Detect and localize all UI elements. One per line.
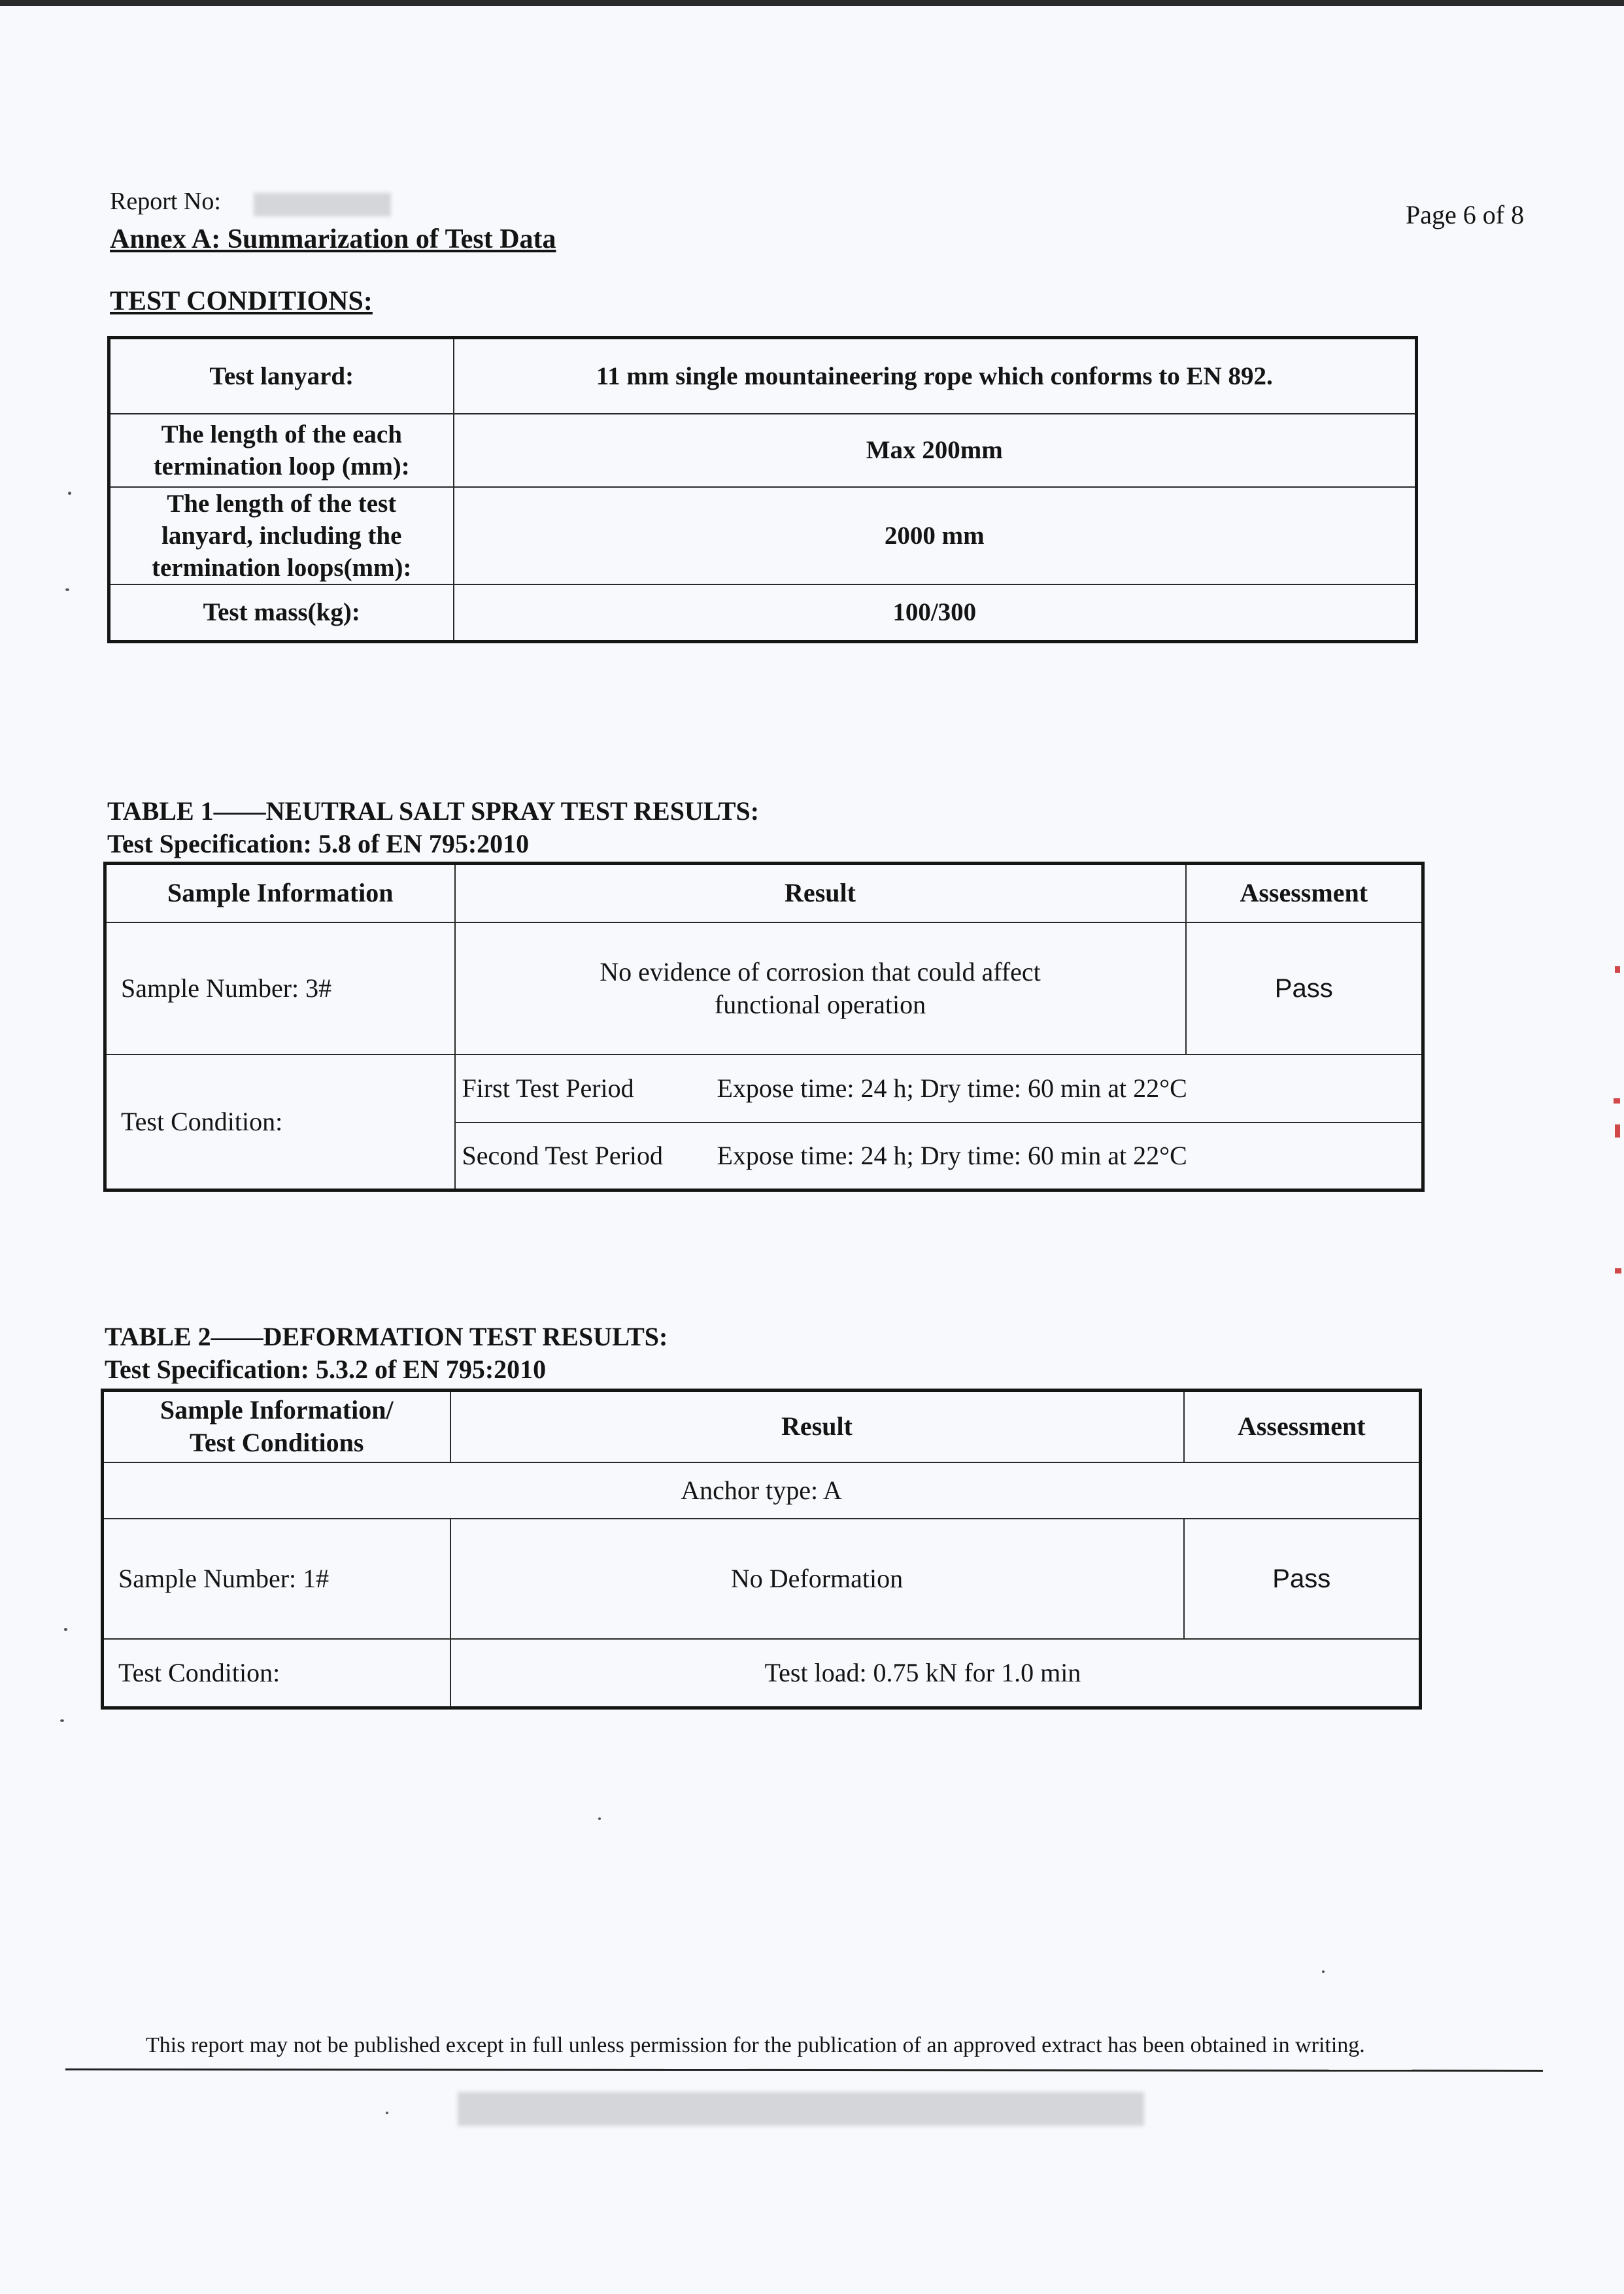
header-sample-information: Sample Information [105,864,455,922]
scan-top-edge [0,0,1624,6]
test-condition-value: Test load: 0.75 kN for 1.0 min [450,1639,1421,1708]
table-row [103,1519,1421,1639]
annex-title: Annex A: Summarization of Test Data [110,224,556,254]
result-text: No evidence of corrosion that could affect functional operation [455,922,1186,1054]
header-sample-information: Sample Information/ Test Conditions [103,1391,450,1462]
condition-label: Test lanyard: [109,338,454,414]
assessment-value: Pass [1184,1519,1421,1639]
footer-disclaimer: This report may not be published except in full unless permission for the publication of an approved extract has been obtained in writing. [146,2033,1365,2057]
scan-red-mark [1615,966,1620,973]
scan-speck [598,1817,601,1820]
table-row [109,338,1417,414]
table-row [105,922,1423,1054]
assessment-value: Pass [1186,922,1423,1054]
first-test-period [455,1054,1423,1122]
period-detail: Expose time: 24 h; Dry time: 60 min at 22°C [717,1140,1187,1170]
scan-speck [1322,1970,1325,1973]
deformation-table [101,1389,1422,1710]
page-number: Page 6 of 8 [1406,200,1525,229]
period-detail: Expose time: 24 h; Dry time: 60 min at 22°C [717,1073,1187,1103]
table-header-row [103,1391,1421,1462]
condition-label: The length of the test lanyard, including the termination loops(mm): [109,487,454,584]
second-test-period [455,1122,1423,1190]
table-row [109,584,1417,642]
table-row [109,487,1417,584]
scan-red-mark [1615,1124,1620,1138]
scan-red-mark [1614,1098,1620,1104]
test-condition-label: Test Condition: [103,1639,450,1708]
header-assessment: Assessment [1186,864,1423,922]
scan-speck [68,492,71,495]
scan-speck [64,1628,67,1631]
header-result: Result [450,1391,1184,1462]
salt-spray-table [103,862,1425,1192]
table-row [103,1639,1421,1708]
condition-label: Test mass(kg): [109,584,454,642]
header-assessment: Assessment [1184,1391,1421,1462]
condition-value: Max 200mm [454,414,1417,487]
report-no-label: Report No: [110,188,221,215]
table1-spec: Test Specification: 5.8 of EN 795:2010 [107,829,530,858]
anchor-type: Anchor type: A [103,1462,1421,1519]
condition-label: The length of the each termination loop (mm): [109,414,454,487]
redacted-footer-info [458,2092,1144,2126]
condition-value: 100/300 [454,584,1417,642]
period-name: First Test Period [462,1073,634,1103]
scan-speck [386,2112,388,2114]
table1-title: TABLE 1——NEUTRAL SALT SPRAY TEST RESULTS: [107,796,760,826]
test-condition-label: Test Condition: [105,1054,455,1190]
table2-title: TABLE 2——DEFORMATION TEST RESULTS: [105,1322,668,1351]
footer-rule [65,2068,1543,2072]
period-name: Second Test Period [462,1140,664,1170]
table-header-row [105,864,1423,922]
table-row [103,1462,1421,1519]
result-text: No Deformation [450,1519,1184,1639]
sample-number: Sample Number: 1# [103,1519,450,1639]
condition-value: 2000 mm [454,487,1417,584]
scan-speck [65,588,69,591]
table-row [105,1054,1423,1122]
redacted-report-number [254,193,391,216]
scan-red-mark [1615,1268,1621,1274]
scan-speck [60,1719,64,1722]
table2-spec: Test Specification: 5.3.2 of EN 795:2010 [105,1355,547,1384]
condition-value: 11 mm single mountaineering rope which conforms to EN 892. [454,338,1417,414]
sample-number: Sample Number: 3# [105,922,455,1054]
test-conditions-table [107,336,1418,643]
header-result: Result [455,864,1186,922]
test-conditions-title: TEST CONDITIONS: [110,286,373,316]
table-row [109,414,1417,487]
